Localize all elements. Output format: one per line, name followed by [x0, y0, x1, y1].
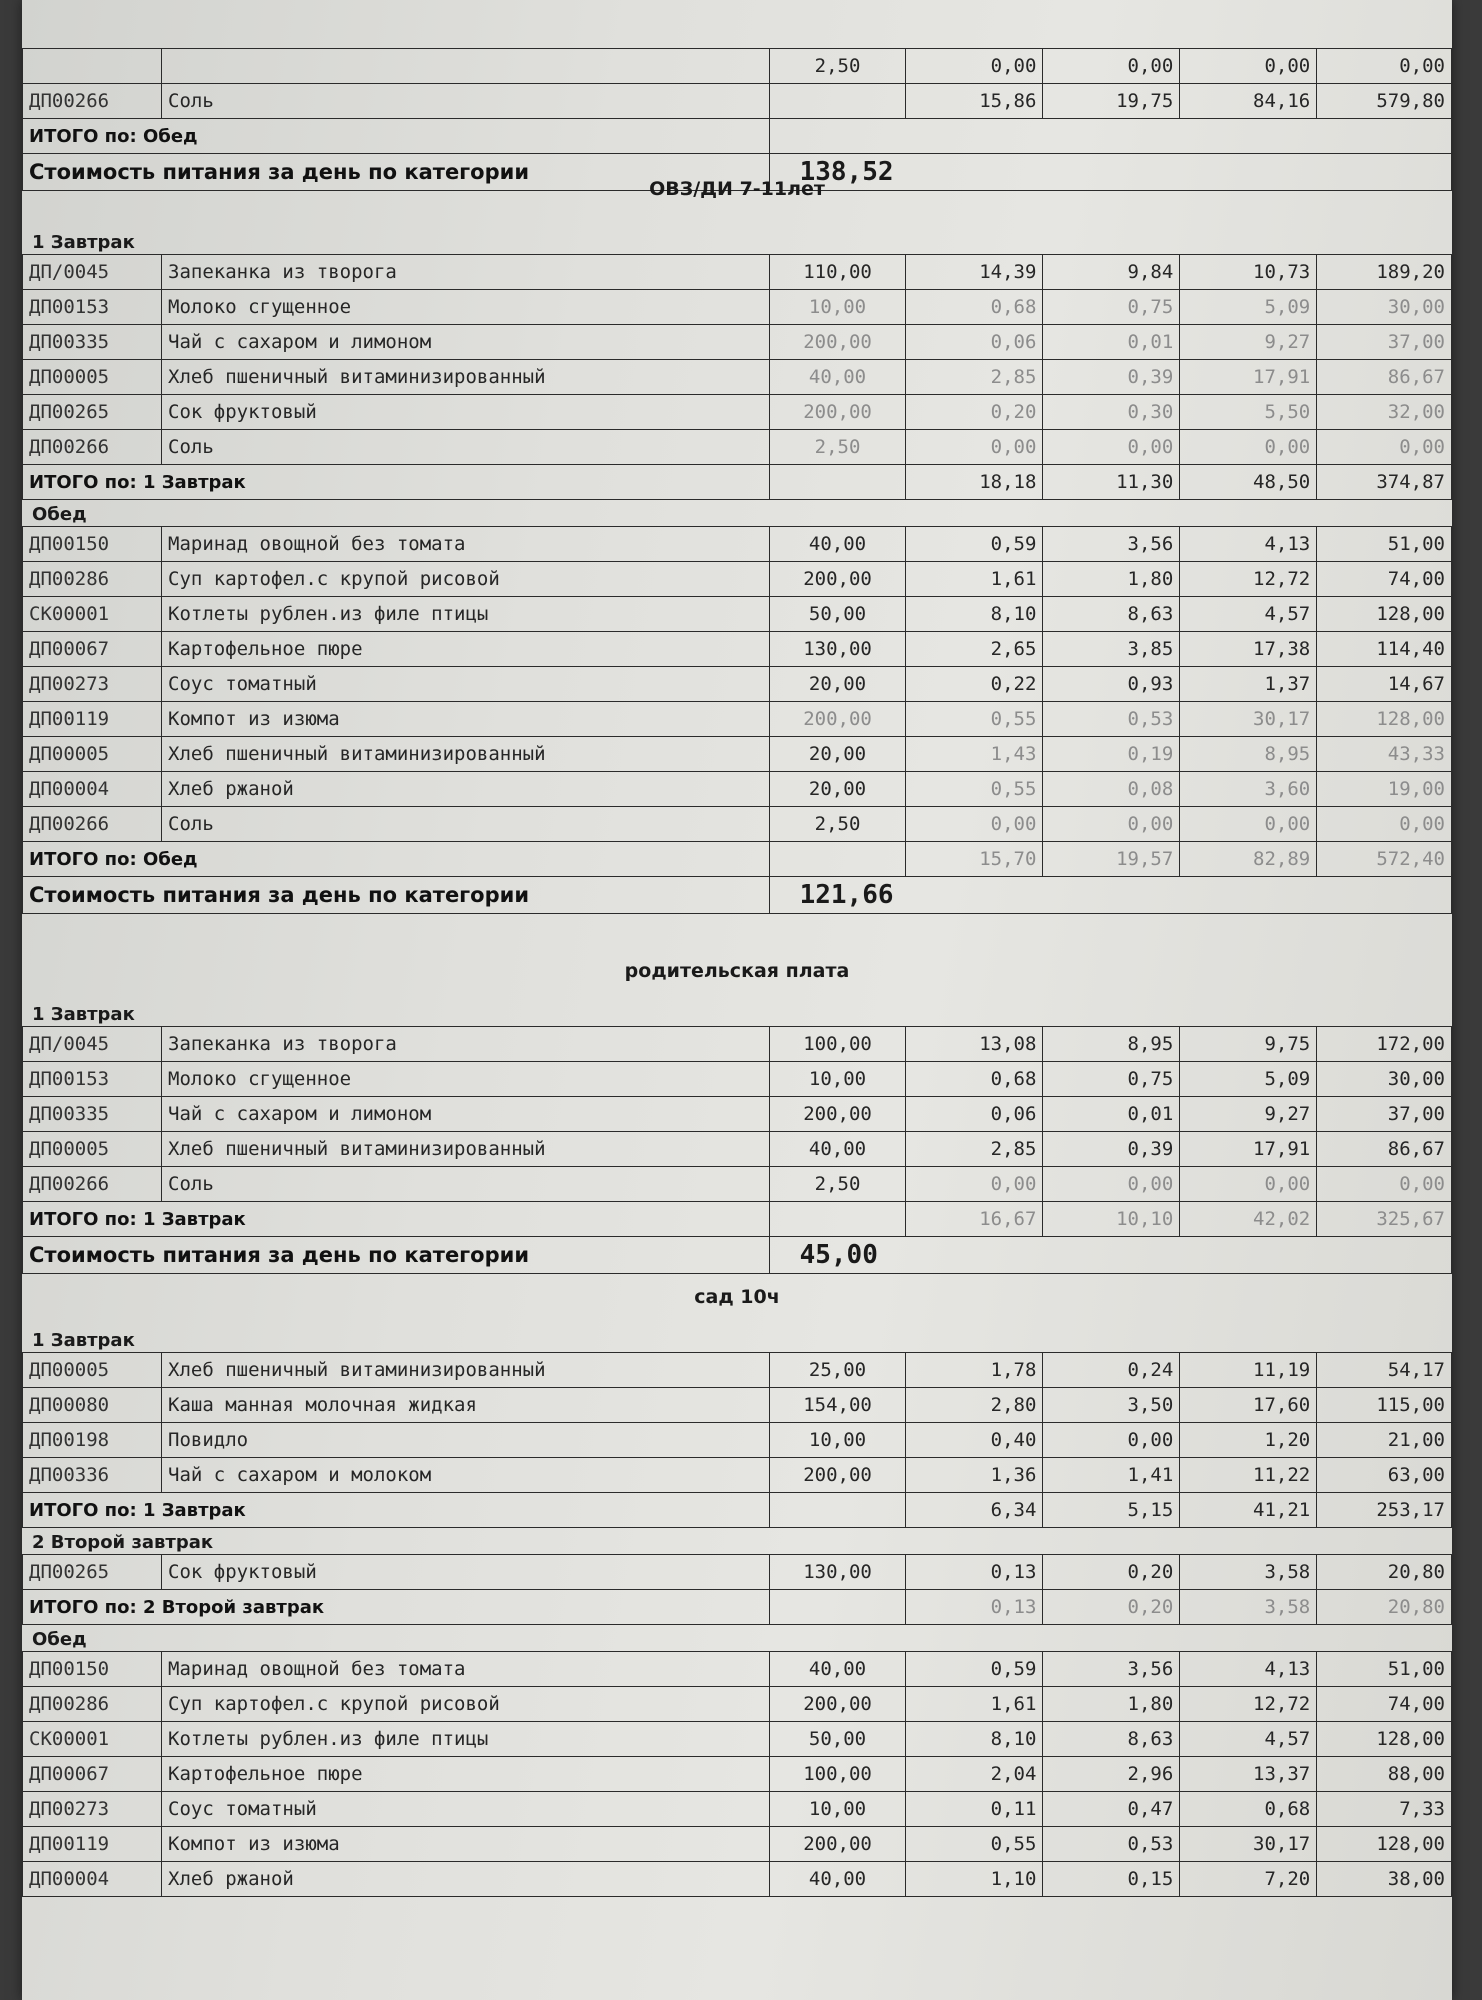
cost-row: Стоимость питания за день по категории 121,66	[23, 877, 1452, 914]
group-table	[22, 254, 1452, 500]
table-row: ДП00150 Маринад овощной без томата 40,00 0,59 3,56 4,13 51,00	[23, 1652, 1452, 1687]
group-title: Обед	[32, 504, 87, 525]
group-table	[22, 526, 1452, 914]
top-fragment	[22, 48, 1452, 191]
section-caption: ОВЗ/ДИ 7-11лет	[649, 178, 825, 200]
table-row: ДП00266 Соль 2,50 0,00 0,00 0,00 0,00	[23, 807, 1452, 842]
section-garden-10h	[22, 1326, 1452, 1897]
table-row: СК00001 Котлеты рублен.из филе птицы 50,00 8,10 8,63 4,57 128,00	[23, 1722, 1452, 1757]
table-row: ДП00150 Маринад овощной без томата 40,00 0,59 3,56 4,13 51,00	[23, 527, 1452, 562]
total-row: ИТОГО по: 1 Завтрак 6,34 5,15 41,21 253,17	[23, 1493, 1452, 1528]
table-row: ДП00119 Компот из изюма 200,00 0,55 0,53 30,17 128,00	[23, 1827, 1452, 1862]
table-row: ДП00004 Хлеб ржаной 40,00 1,10 0,15 7,20 38,00	[23, 1862, 1452, 1897]
table-row: ДП00273 Соус томатный 20,00 0,22 0,93 1,37 14,67	[23, 667, 1452, 702]
table-row: ДП00153 Молоко сгущенное 10,00 0,68 0,75 5,09 30,00	[23, 290, 1452, 325]
group-title: 2 Второй завтрак	[32, 1532, 214, 1553]
group-title: 1 Завтрак	[32, 1330, 135, 1351]
group-table	[22, 1026, 1452, 1274]
total-row: ИТОГО по: Обед 15,70 19,57 82,89 572,40	[23, 842, 1452, 877]
table-row: ДП00335 Чай с сахаром и лимоном 200,00 0,06 0,01 9,27 37,00	[23, 325, 1452, 360]
group-table	[22, 1554, 1452, 1625]
table-row: ДП00119 Компот из изюма 200,00 0,55 0,53 30,17 128,00	[23, 702, 1452, 737]
top-fragment-table	[22, 48, 1452, 191]
table-row: ДП00266 Соль 2,50 0,00 0,00 0,00 0,00	[23, 430, 1452, 465]
total-row: ИТОГО по: Обед	[23, 119, 1452, 154]
cost-row: Стоимость питания за день по категории 138,52	[23, 154, 1452, 191]
section-parent-fee	[22, 1000, 1452, 1274]
table-row: ДП/0045 Запеканка из творога 100,00 13,08 8,95 9,75 172,00	[23, 1027, 1452, 1062]
table-row: ДП00198 Повидло 10,00 0,40 0,00 1,20 21,00	[23, 1423, 1452, 1458]
table-row: ДП00336 Чай с сахаром и молоком 200,00 1,36 1,41 11,22 63,00	[23, 1458, 1452, 1493]
table-row: ДП00153 Молоко сгущенное 10,00 0,68 0,75 5,09 30,00	[23, 1062, 1452, 1097]
group-title: 1 Завтрак	[32, 1004, 135, 1025]
table-row: ДП00266 Соль 2,50 0,00 0,00 0,00 0,00	[23, 1167, 1452, 1202]
menu-document-page	[22, 0, 1452, 2000]
table-row: ДП00005 Хлеб пшеничный витаминизированный 40,00 2,85 0,39 17,91 86,67	[23, 1132, 1452, 1167]
section-caption: сад 10ч	[694, 1286, 780, 1308]
table-row: ДП00265 Сок фруктовый 130,00 0,13 0,20 3,58 20,80	[23, 1555, 1452, 1590]
section-caption: родительская плата	[624, 960, 850, 982]
total-row: ИТОГО по: 2 Второй завтрак 0,13 0,20 3,58 20,80	[23, 1590, 1452, 1625]
table-row: ДП00265 Сок фруктовый 200,00 0,20 0,30 5,50 32,00	[23, 395, 1452, 430]
table-row: ДП00273 Соус томатный 10,00 0,11 0,47 0,68 7,33	[23, 1792, 1452, 1827]
group-table	[22, 1651, 1452, 1897]
total-row: ИТОГО по: 1 Завтрак 18,18 11,30 48,50 374,87	[23, 465, 1452, 500]
table-row: ДП00005 Хлеб пшеничный витаминизированный 25,00 1,78 0,24 11,19 54,17	[23, 1353, 1452, 1388]
table-row: ДП/0045 Запеканка из творога 110,00 14,39 9,84 10,73 189,20	[23, 255, 1452, 290]
table-row: ДП00286 Суп картофел.с крупой рисовой 200,00 1,61 1,80 12,72 74,00	[23, 562, 1452, 597]
table-row: ДП00266 Соль 15,86 19,75 84,16 579,80	[23, 84, 1452, 119]
table-row: ДП00335 Чай с сахаром и лимоном 200,00 0,06 0,01 9,27 37,00	[23, 1097, 1452, 1132]
table-row: СК00001 Котлеты рублен.из филе птицы 50,00 8,10 8,63 4,57 128,00	[23, 597, 1452, 632]
table-row: ДП00067 Картофельное пюре 100,00 2,04 2,96 13,37 88,00	[23, 1757, 1452, 1792]
table-row: ДП00286 Суп картофел.с крупой рисовой 200,00 1,61 1,80 12,72 74,00	[23, 1687, 1452, 1722]
table-row: ДП00005 Хлеб пшеничный витаминизированный 20,00 1,43 0,19 8,95 43,33	[23, 737, 1452, 772]
table-row: ДП00080 Каша манная молочная жидкая 154,00 2,80 3,50 17,60 115,00	[23, 1388, 1452, 1423]
section-ovz	[22, 228, 1452, 914]
total-row: ИТОГО по: 1 Завтрак 16,67 10,10 42,02 325,67	[23, 1202, 1452, 1237]
group-table	[22, 1352, 1452, 1528]
table-row: ДП00004 Хлеб ржаной 20,00 0,55 0,08 3,60 19,00	[23, 772, 1452, 807]
group-title: Обед	[32, 1629, 87, 1650]
group-title: 1 Завтрак	[32, 232, 135, 253]
cost-row: Стоимость питания за день по категории 45,00	[23, 1237, 1452, 1274]
table-row: ДП00067 Картофельное пюре 130,00 2,65 3,85 17,38 114,40	[23, 632, 1452, 667]
table-row: 2,50 0,00 0,00 0,00 0,00	[23, 49, 1452, 84]
table-row: ДП00005 Хлеб пшеничный витаминизированный 40,00 2,85 0,39 17,91 86,67	[23, 360, 1452, 395]
